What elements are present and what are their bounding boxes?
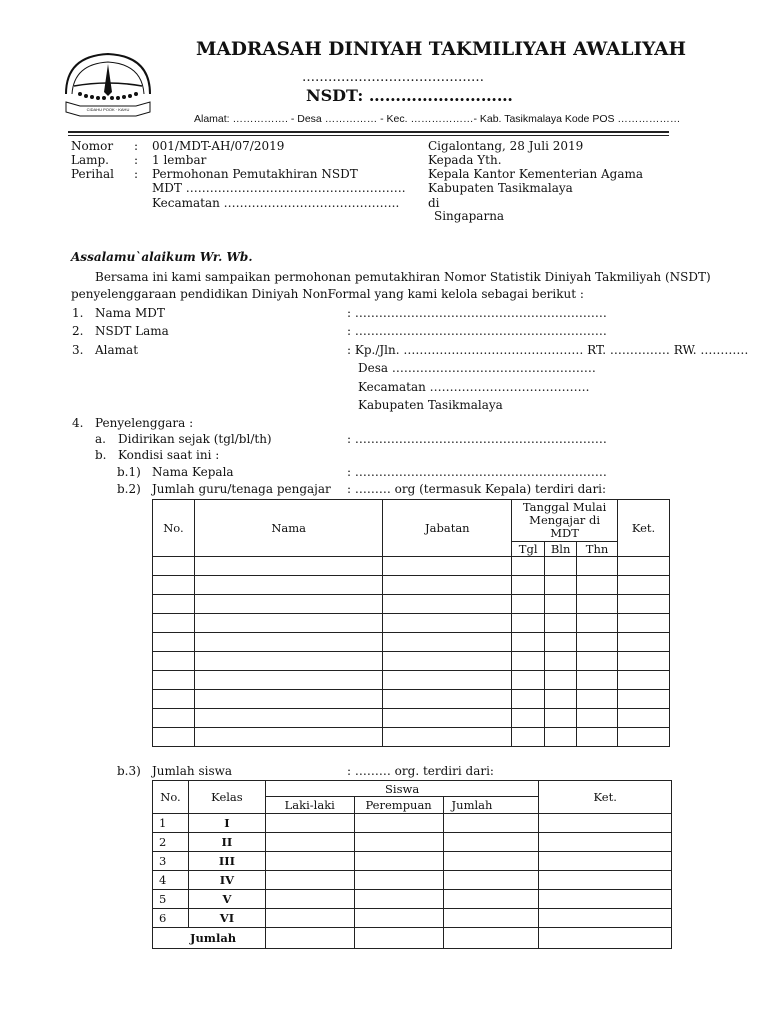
teacher-cell [577, 557, 618, 576]
teacher-cell [512, 595, 545, 614]
nsdt-label: NSDT: ……………………… [306, 86, 513, 105]
student-row-no: 3 [153, 852, 189, 871]
teacher-cell [194, 595, 383, 614]
student-row [153, 852, 672, 871]
teacher-cell [194, 633, 383, 652]
teacher-cell [383, 557, 512, 576]
item-4a-num: a. [95, 432, 106, 446]
perihal-label: Perihal [71, 167, 114, 181]
teacher-cell [618, 690, 670, 709]
recipient-line-3: Kabupaten Tasikmalaya [428, 181, 573, 195]
teacher-row [153, 633, 670, 652]
item-b2-label: Jumlah guru/tenaga pengajar [152, 482, 331, 496]
student-cell [443, 833, 539, 852]
header-rule-thick [68, 131, 669, 133]
teacher-cell [153, 633, 195, 652]
item-4-label: Penyelenggara : [95, 416, 194, 430]
school-title: MADRASAH DINIYAH TAKMILIYAH AWALIYAH [196, 39, 686, 60]
teacher-cell [153, 614, 195, 633]
teacher-cell [512, 709, 545, 728]
teacher-cell [545, 690, 577, 709]
teacher-cell [153, 690, 195, 709]
teacher-row [153, 595, 670, 614]
teacher-cell [618, 671, 670, 690]
teacher-col-thn: Thn [577, 542, 618, 557]
student-row [153, 833, 672, 852]
student-row-no: 2 [153, 833, 189, 852]
teacher-cell [512, 633, 545, 652]
teacher-cell [545, 728, 577, 747]
teacher-row [153, 652, 670, 671]
item-4a-value: : ……………………………………………………… [347, 432, 607, 446]
teacher-cell [577, 728, 618, 747]
teacher-cell [618, 728, 670, 747]
student-col-siswa: Siswa [265, 781, 538, 797]
item-b2-value: : ……… org (termasuk Kepala) terdiri dari: [347, 482, 607, 496]
teacher-col-nama: Nama [194, 500, 383, 557]
teacher-cell [194, 690, 383, 709]
teacher-cell [153, 652, 195, 671]
teacher-cell [577, 633, 618, 652]
teacher-cell [545, 709, 577, 728]
teacher-cell [545, 652, 577, 671]
lamp-value: 1 lembar [152, 153, 207, 167]
teacher-cell [545, 557, 577, 576]
teacher-cell [194, 557, 383, 576]
student-cell [354, 871, 443, 890]
item-1-num: 1. [72, 306, 84, 320]
item-3-num: 3. [72, 343, 84, 357]
student-row-no: 1 [153, 814, 189, 833]
greeting: Assalamu`alaikum Wr. Wb. [71, 250, 253, 264]
teacher-cell [618, 576, 670, 595]
teacher-row [153, 671, 670, 690]
item-b1-num: b.1) [117, 465, 141, 479]
student-col-ket: Ket. [539, 781, 672, 814]
address-kecamatan: Kecamatan …………………………………. [358, 380, 590, 394]
teacher-cell [153, 557, 195, 576]
teacher-cell [577, 671, 618, 690]
lamp-label: Lamp. [71, 153, 109, 167]
student-total-label: Jumlah [153, 928, 266, 949]
header-rule-thin [68, 135, 669, 136]
item-1-label: Nama MDT [95, 306, 165, 320]
perihal-colon: : [134, 167, 139, 181]
teacher-row [153, 709, 670, 728]
student-row [153, 890, 672, 909]
intro-line-2: penyelenggaraan pendidikan Diniyah NonFormal yang kami kelola sebagai berikut : [71, 287, 584, 301]
teacher-cell [512, 652, 545, 671]
student-cell [354, 833, 443, 852]
teacher-cell [153, 709, 195, 728]
teacher-cell [577, 709, 618, 728]
student-row-no: 4 [153, 871, 189, 890]
student-row-kelas: III [188, 852, 265, 871]
teacher-cell [383, 709, 512, 728]
teacher-row [153, 614, 670, 633]
nomor-colon: : [134, 139, 139, 153]
teacher-table [152, 499, 670, 747]
teacher-row [153, 728, 670, 747]
item-2-num: 2. [72, 324, 84, 338]
student-row-kelas: I [188, 814, 265, 833]
student-cell [443, 890, 539, 909]
student-col-laki: Laki-laki [265, 797, 354, 814]
student-cell [539, 833, 672, 852]
student-table-body [153, 814, 672, 928]
student-col-kelas: Kelas [188, 781, 265, 814]
student-row [153, 814, 672, 833]
teacher-cell [383, 633, 512, 652]
student-cell [265, 890, 354, 909]
perihal-kecamatan: Kecamatan …………………………………….. [152, 196, 400, 210]
perihal-mdt: MDT ………………………………………………. [152, 181, 406, 195]
teacher-cell [545, 595, 577, 614]
teacher-cell [153, 595, 195, 614]
item-b3-num: b.3) [117, 764, 141, 778]
item-b1-label: Nama Kepala [152, 465, 234, 479]
item-4a-label: Didirikan sejak (tgl/bl/th) [118, 432, 272, 446]
teacher-row [153, 576, 670, 595]
student-cell [354, 909, 443, 928]
teacher-cell [383, 671, 512, 690]
student-cell [265, 833, 354, 852]
teacher-col-tanggal: Tanggal Mulai Mengajar di MDT [512, 500, 618, 542]
student-cell [354, 852, 443, 871]
address-desa: Desa …………………………………………… [358, 361, 596, 375]
teacher-cell [618, 557, 670, 576]
student-cell [354, 890, 443, 909]
logo-caption: CIDAHU POOK · KAHU [86, 107, 130, 112]
student-cell [539, 871, 672, 890]
teacher-cell [153, 576, 195, 595]
student-cell [265, 814, 354, 833]
teacher-cell [153, 728, 195, 747]
item-3-label: Alamat [95, 343, 139, 357]
teacher-cell [577, 614, 618, 633]
school-name-dots: …………………………………… [302, 70, 484, 85]
address-line: Alamat: ……………. - Desa …………… - Kec. ………………- Kab. Tasikmalaya Kode POS ……………… [194, 113, 681, 125]
teacher-cell [618, 633, 670, 652]
teacher-cell [383, 652, 512, 671]
teacher-cell [512, 557, 545, 576]
teacher-cell [512, 671, 545, 690]
place-date: Cigalontang, 28 Juli 2019 [428, 139, 584, 153]
teacher-cell [194, 728, 383, 747]
item-4b-num: b. [95, 448, 107, 462]
teacher-cell [383, 690, 512, 709]
student-cell [539, 928, 672, 949]
student-cell [443, 814, 539, 833]
student-cell [539, 852, 672, 871]
student-col-jumlah: Jumlah [443, 797, 539, 814]
teacher-cell [512, 690, 545, 709]
teacher-col-ket: Ket. [618, 500, 670, 557]
teacher-cell [545, 633, 577, 652]
item-1-value: : ……………………………………………………… [347, 306, 607, 320]
student-cell [265, 852, 354, 871]
student-row-kelas: IV [188, 871, 265, 890]
item-3-value: : Kp./Jln. ……………………………………… RT. …………… RW. ………… [347, 343, 749, 357]
teacher-cell [194, 652, 383, 671]
student-row-kelas: VI [188, 909, 265, 928]
student-cell [443, 871, 539, 890]
teacher-cell [577, 690, 618, 709]
student-row [153, 871, 672, 890]
teacher-cell [618, 709, 670, 728]
teacher-cell [153, 671, 195, 690]
item-b2-num: b.2) [117, 482, 141, 496]
student-row [153, 909, 672, 928]
teacher-col-bln: Bln [545, 542, 577, 557]
teacher-cell [545, 576, 577, 595]
teacher-col-tgl: Tgl [512, 542, 545, 557]
teacher-col-jabatan: Jabatan [383, 500, 512, 557]
teacher-cell [383, 595, 512, 614]
item-2-label: NSDT Lama [95, 324, 169, 338]
lamp-colon: : [134, 153, 139, 167]
teacher-cell [618, 595, 670, 614]
teacher-cell [194, 576, 383, 595]
nomor-label: Nomor [71, 139, 114, 153]
student-table [152, 780, 672, 949]
teacher-cell [577, 652, 618, 671]
student-cell [443, 909, 539, 928]
teacher-col-no: No. [153, 500, 195, 557]
teacher-row [153, 690, 670, 709]
recipient-line-5: Singaparna [434, 209, 505, 223]
recipient-line-1: Kepada Yth. [428, 153, 502, 167]
student-cell [539, 814, 672, 833]
student-cell [443, 928, 539, 949]
teacher-row [153, 557, 670, 576]
item-b3-value: : ……… org. terdiri dari: [347, 764, 494, 778]
student-row-no: 5 [153, 890, 189, 909]
teacher-cell [194, 614, 383, 633]
teacher-cell [512, 614, 545, 633]
intro-line-1: Bersama ini kami sampaikan permohonan pemutakhiran Nomor Statistik Diniyah Takmiliyah (NSDT) [95, 270, 711, 284]
teacher-cell [618, 652, 670, 671]
item-b3-label: Jumlah siswa [152, 764, 233, 778]
student-cell [354, 814, 443, 833]
teacher-cell [618, 614, 670, 633]
perihal-value: Permohonan Pemutakhiran NSDT [152, 167, 358, 181]
student-cell [354, 928, 443, 949]
item-2-value: : ……………………………………………………… [347, 324, 607, 338]
teacher-cell [383, 728, 512, 747]
student-col-perempuan: Perempuan [354, 797, 443, 814]
teacher-cell [577, 595, 618, 614]
teacher-cell [383, 576, 512, 595]
teacher-cell [545, 671, 577, 690]
teacher-cell [577, 576, 618, 595]
school-logo [62, 50, 154, 122]
teacher-cell [512, 576, 545, 595]
item-4b-label: Kondisi saat ini : [118, 448, 220, 462]
recipient-line-2: Kepala Kantor Kementerian Agama [428, 167, 644, 181]
student-row-no: 6 [153, 909, 189, 928]
teacher-table-body [153, 557, 670, 747]
student-row-kelas: II [188, 833, 265, 852]
student-cell [265, 909, 354, 928]
teacher-cell [383, 614, 512, 633]
student-col-no: No. [153, 781, 189, 814]
student-cell [265, 871, 354, 890]
teacher-cell [194, 671, 383, 690]
teacher-cell [545, 614, 577, 633]
nomor-value: 001/MDT-AH/07/2019 [152, 139, 285, 153]
teacher-cell [512, 728, 545, 747]
student-row-kelas: V [188, 890, 265, 909]
student-cell [539, 890, 672, 909]
recipient-line-4: di [428, 196, 440, 210]
student-cell [443, 852, 539, 871]
address-kabupaten: Kabupaten Tasikmalaya [358, 398, 503, 412]
item-4-num: 4. [72, 416, 84, 430]
item-b1-value: : ……………………………………………………… [347, 465, 607, 479]
teacher-cell [194, 709, 383, 728]
student-cell [539, 909, 672, 928]
student-cell [265, 928, 354, 949]
